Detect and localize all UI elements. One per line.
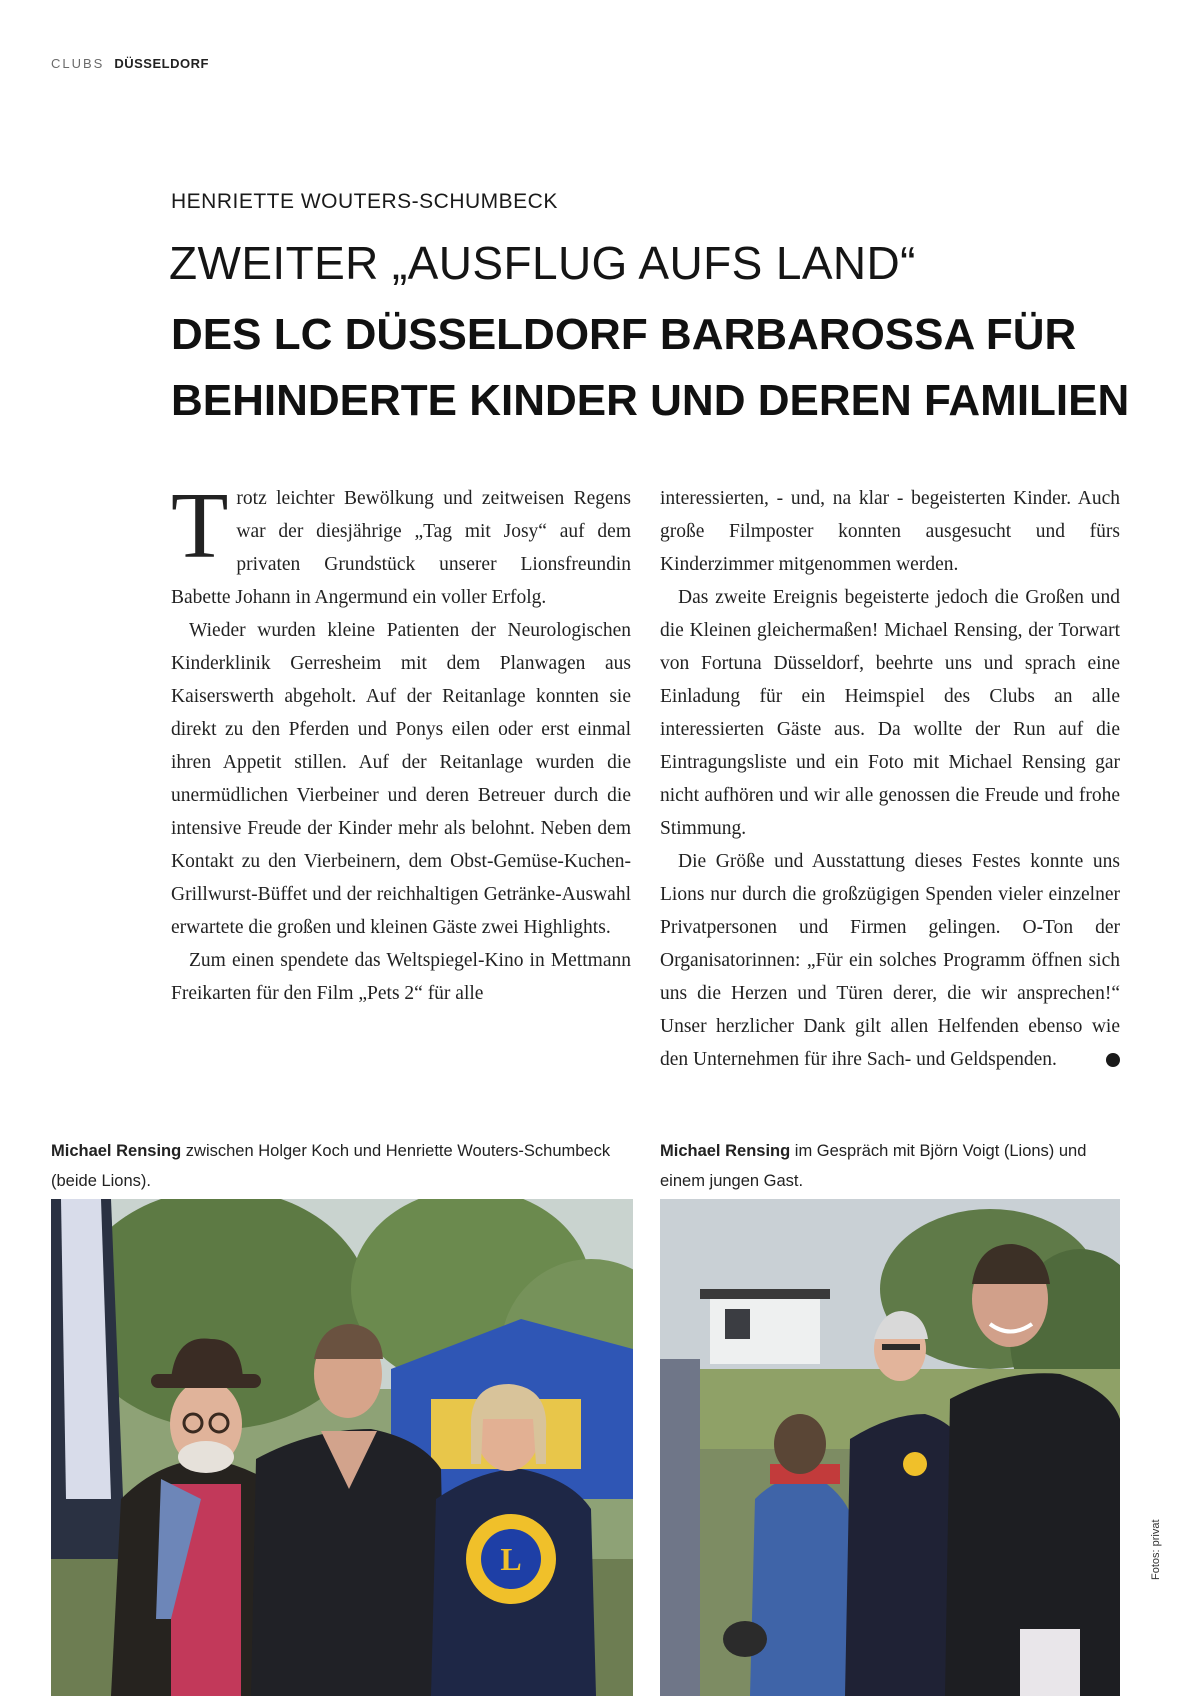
paragraph: Das zweite Ereignis begeisterte jedoch die Großen und die Kleinen gleichermaßen! Michael Rensing, der Torwart von Fortuna Düsseldorf, beehrte uns und sprach eine Einladung für ein Heimspiel des Clubs an alle interessierten Gäste aus. Da wollte der Run auf die Eintragungsliste und ein Foto mit Michael Rensing gar nicht aufhören und wir alle genossen die Freude und frohe Stimmung. [660, 587, 1120, 839]
text-column-left [171, 474, 631, 1010]
svg-text:L: L [500, 1541, 522, 1577]
paragraph: Zum einen spendete das Weltspiegel-Kino in Mettmann Freikarten für den Film „Pets 2“ für alle [171, 950, 631, 1004]
paragraph-text: Die Größe und Ausstattung dieses Festes konnte uns Lions nur durch die großzügigen Spenden vieler einzelner Privatpersonen und Firmen gelingen. O-Ton der Organisatorinnen: „Für ein solches Programm öffnen sich uns die Herzen und Türen derer, die wir ansprechen!“ Unser herzlicher Dank gilt allen Helfenden ebenso wie den Unternehmen für ihre Sach- und Geldspenden. [660, 851, 1120, 1070]
photo-right [660, 1199, 1120, 1696]
caption-text: zwischen Holger Koch und Henriette Wouters-Schumbeck (beide Lions). [51, 1142, 611, 1190]
photo-credit: Fotos: privat [1150, 1519, 1162, 1580]
section-category: CLUBS [51, 56, 105, 71]
paragraph-text: rotz leichter Bewölkung und zeitweisen Regens war der diesjährige „Tag mit Josy“ auf dem privaten Grundstück unserer Lionsfreundin Babette Johann in Angermund ein voller Erfolg. [171, 488, 631, 608]
photo-caption-right [660, 1136, 1120, 1196]
section-name: DÜSSELDORF [114, 56, 209, 71]
caption-name: Michael Rensing [51, 1142, 182, 1160]
caption-text: im Gespräch mit Björn Voigt (Lions) und einem jungen Gast. [660, 1142, 1087, 1190]
article-title: ZWEITER „AUSFLUG AUFS LAND“ [169, 237, 916, 289]
dropcap: T [171, 474, 229, 578]
paragraph [171, 474, 631, 614]
article-subtitle: DES LC DÜSSELDORF BARBAROSSA FÜR BEHINDERTE KINDER UND DEREN FAMILIEN [171, 310, 1130, 425]
article-author: HENRIETTE WOUTERS-SCHUMBECK [171, 190, 558, 213]
section-header [51, 56, 209, 71]
caption-name: Michael Rensing [660, 1142, 791, 1160]
paragraph: interessierten, - und, na klar - begeisterten Kinder. Auch große Filmposter konnten ausgesucht und fürs Kinderzimmer mitgenommen werden. [660, 488, 1120, 575]
paragraph [660, 845, 1131, 1076]
text-column-right [660, 482, 1131, 1076]
photo-caption-left [51, 1136, 633, 1196]
photo-left [51, 1199, 633, 1696]
paragraph: Wieder wurden kleine Patienten der Neurologischen Kinderklinik Gerresheim mit dem Planwagen aus Kaiserswerth abgeholt. Auf der Reitanlage konnten sie direkt zu den Pferden und Ponys eilen oder erst einmal ihren Appetit stillen. Auf der Reitanlage wurden die unermüdlichen Vierbeiner und deren Betreuer durch die intensive Freude der Kinder mehr als belohnt. Neben dem Kontakt zu den Vierbeinern, dem Obst-Gemüse-Kuchen-Grillwurst-Büffet und der reichhaltigen Getränke-Auswahl erwartete die großen und kleinen Gäste zwei Highlights. [171, 620, 631, 938]
lions-end-mark-icon: L [1106, 1053, 1120, 1067]
